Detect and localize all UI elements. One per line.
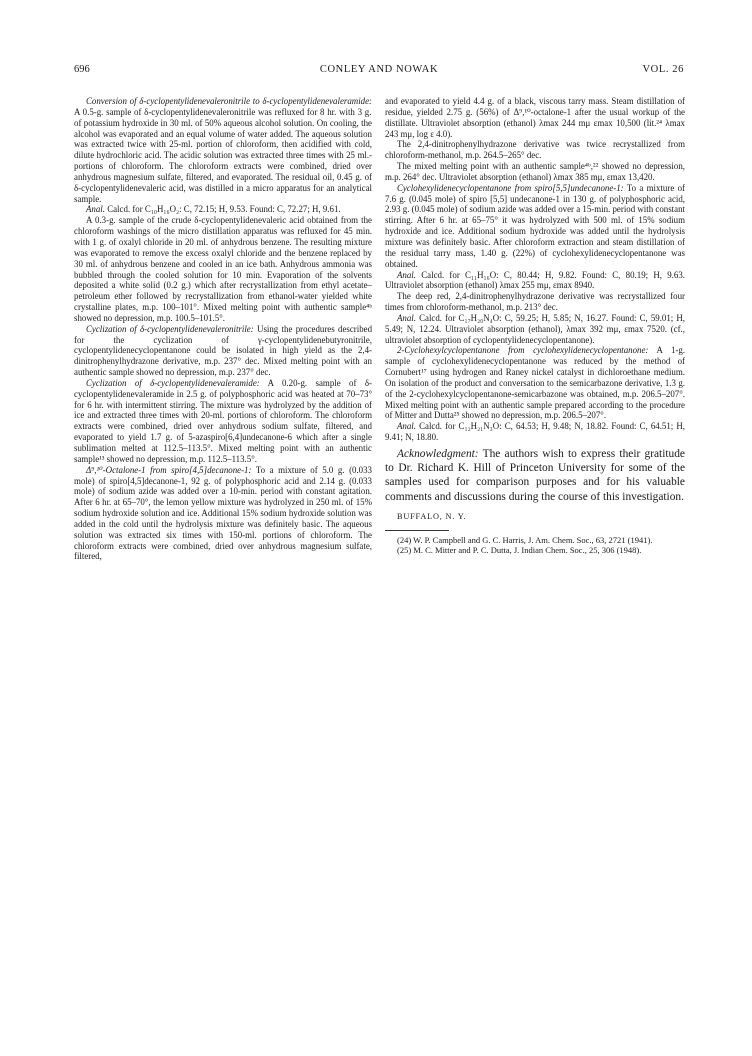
- paragraph-text: Calcd. for C₁₇H₂₀N₄O: C, 59.25; H, 5.85; N, 16.27. Found: C, 59.01; H, 5.49; N, 12.24. Ultraviolet absorption (ethanol), λmax 392 mμ, εmax 7520. (cf., ultraviolet absorption of cyclopentylidenecyclopentanone).: [385, 312, 685, 345]
- paragraph-text: Calcd. for C₁₀H₁₆O₂: C, 72.15; H, 9.53. Found: C, 72.27; H, 9.61.: [104, 204, 341, 215]
- left-column: [74, 96, 372, 562]
- footnote-divider: [385, 530, 449, 531]
- paragraph: [385, 421, 685, 443]
- acknowledgment: [385, 447, 685, 504]
- paragraph: [385, 270, 685, 292]
- paragraph-text: To a mixture of 7.6 g. (0.045 mole) of spiro [5,5] undecanone-1 in 130 g. of polyphosphoric acid, 2.93 g. (0.045 mole) of sodium azide was added over a 15-min. period with constant stirring. After 6 hr. at 65–75° it was hydrolyzed with 500 ml. of 15% sodium hydroxide and ice. Additional sodium hydroxide was added until the hydrolysis mixture was definitely basic. After chloroform extraction and steam distillation of the residual tarry mass, 1.40 g. (22%) of cyclohexylidenecyclopentanone was obtained.: [385, 182, 685, 269]
- paragraph-heading: Conversion of δ-cyclopentylidenevaleronitrile to δ-cyclopentylidenevaleramide:: [86, 96, 372, 106]
- acknowledgment-heading: Acknowledgment:: [397, 448, 479, 460]
- paragraph-text: A 0.3-g. sample of the crude δ-cyclopentylidenevaleric acid obtained from the chloroform washings of the micro distillation apparatus was refluxed for 45 min. with 1 g. of oxalyl chloride in 20 ml. of anhydrous benzene. The resulting mixture was evaporated to remove the excess oxalyl chloride and the benzene replaced by 30 ml. of anhydrous benzene and cooled in an ice bath. Anhydrous ammonia was bubbled through the cooled solution for 10 min. Evaporation of the solvents deposited a white solid (0.2 g.) which after recrystallization from ethyl acetate–petroleum ether followed by recrystallization from ethanol-water yielded white crystalline plates, m.p. 100–101°. Mixed melting point with authentic sample⁴ᵇ showed no depression, m.p. 100.5–101.5°.: [74, 215, 372, 323]
- paragraph: [385, 139, 685, 161]
- acknowledgment-text: The authors wish to express their gratitude to Dr. Richard K. Hill of Princeton University for some of the samples used for comparison purposes and for his valuable comments and discussions during the course of this investigation.: [385, 448, 685, 503]
- page-number: 696: [74, 64, 90, 75]
- paragraph-heading: Anal.: [397, 269, 416, 280]
- paragraph: [74, 324, 372, 378]
- paragraph: [74, 465, 372, 563]
- paragraph: [74, 378, 372, 465]
- paragraph: [385, 96, 685, 139]
- paragraph-text: Calcd. for C₁₁H₁₆O: C, 80.44; H, 9.82. Found: C, 80.19; H, 9.63. Ultraviolet absorption (ethanol) λmax 255 mμ, εmax 8940.: [385, 269, 685, 291]
- paragraph-text: A 0.20-g. sample of δ-cyclopentylidenevaleramide in 2.5 g. of polyphosphoric acid was heated at 70–73° for 6 hr. with intermittent stirring. The mixture was hydrolyzed by the addition of ice and extracted three times with 20-ml. portions of chloroform. The chloroform extracts were combined, dried over anhydrous sodium sulfate, filtered, and evaporated to yield 1.7 g. of 5-azaspiro[6,4]undecanone-6 which after a single sublimation melted at 112.5–113.5°. Mixed melting point with an authentic sample¹³ showed no depression, m.p. 112.5–113.5°.: [74, 377, 372, 464]
- paragraph-text: The mixed melting point with an authentic sample⁴ᵇ,²² showed no depression, m.p. 264° dec. Ultraviolet absorption (ethanol) λmax 385 mμ, εmax 13,420.: [385, 161, 685, 182]
- paragraph: [385, 345, 685, 421]
- paragraph-text: and evaporated to yield 4.4 g. of a black, viscous tarry mass. Steam distillation of residue, yielded 2.75 g. (56%) of Δ⁹,¹⁰-octalone-1 after the usual workup of the distillate. Ultraviolet absorption (ethanol) λmax 244 mμ εmax 10,500 (lit.²⁴ λmax 243 mμ, log ε 4.0).: [385, 96, 685, 139]
- paragraph-heading: Anal.: [397, 421, 416, 432]
- volume-label: VOL. 26: [642, 64, 684, 75]
- paragraph-heading: Cyclization of δ-cyclopentylidenevaleronitrile:: [86, 323, 254, 334]
- paragraph: [74, 96, 372, 204]
- paragraph-text: The 2,4-dinitrophenylhydrazone derivative was twice recrystallized from chloroform-methanol, m.p. 264.5–265° dec.: [385, 139, 685, 161]
- paragraph-text: The deep red, 2,4-dinitrophenylhydrazone derivative was recrystallized four times from chloroform-methanol, m.p. 213° dec.: [385, 291, 685, 313]
- paragraph-text: A 1-g. sample of cyclohexylidenecyclopentanone was reduced by the method of Cornubert¹⁷ using hydrogen and Raney nickel catalyst in dichloroethane medium. On isolation of the product and conversation to the semicarbazone derivative, 1.3 g. of the 2-cyclohexylcyclopentanone-semicarbazone was obtained, m.p. 206.5–207°. Mixed melting point with an authentic sample prepared according to the procedure of Mitter and Dutta²⁵ showed no depression, m.p. 206.5–207°.: [385, 345, 686, 421]
- running-title: CONLEY AND NOWAK: [319, 64, 439, 75]
- paragraph-text: Using the procedures described for the cyclization of γ-cyclopentylidenebutyronitrile, cyclopentylidenecyclopentanone could be isolated in high yield as the 2,4-dinitrophenylhydrazone derivative, m.p. 237° dec. Mixed melting point with an authentic sample showed no depression, m.p. 237° dec.: [74, 323, 373, 378]
- paragraph-heading: 2-Cyclohexylcyclopentanone from cyclohexylidenecyclopentanone:: [397, 345, 649, 356]
- paragraph: [385, 161, 685, 183]
- paragraph: [385, 183, 685, 270]
- paragraph-text: To a mixture of 5.0 g. (0.033 mole) of spiro[4,5]decanone-1, 92 g. of polyphosphoric acid and 2.14 g. (0.033 mole) of sodium azide was added over a 10-min. period with constant agitation. After 6 hr. at 65–70°, the lemon yellow mixture was hydrolyzed in 250 ml. of 15% sodium hydroxide solution and ice. Additional 15% sodium hydroxide solution was added in the cold until the hydrolysis mixture was definitely basic. The aqueous solution was extracted six times with 150-ml. portions of chloroform. The chloroform extracts were combined, dried over anhydrous magnesium sulfate, filtered,: [74, 464, 372, 562]
- paragraph-text: Calcd. for C₁₂H₂₁N₃O: C, 64.53; H, 9.48; N, 18.82. Found: C, 64.51; H, 9.41; N, 18.80.: [385, 421, 685, 443]
- paragraph-text: A 0.5-g. sample of δ-cyclopentylidenevaleronitrile was refluxed for 8 hr. with 3 g. of potassium hydroxide in 30 ml. of 50% aqueous alcohol solution. On cooling, the alcohol was evaporated and an equal volume of water added. The aqueous solution was extracted twice with 25-ml. portion of chloroform, then acidified with cold, dilute hydrochloric acid. The acidic solution was extracted three times with 25 ml.-portions of chloroform. The chloroform extracts were combined, dried over anhydrous magnesium sulfate, filtered, and evaporated. The residual oil, 0.45 g. of δ-cyclopentylidenevaleric acid, was distilled in a micro apparatus for an analytical sample.: [74, 106, 372, 204]
- right-column: [385, 96, 685, 556]
- paragraph-heading: Anal.: [397, 312, 416, 323]
- page-header: [74, 64, 684, 78]
- paragraph: [385, 291, 685, 313]
- paragraph-heading: Cyclization of δ-cyclopentylidenevaleramide:: [86, 377, 260, 388]
- paragraph-heading: Anal.: [86, 204, 105, 215]
- paragraph-heading: Cyclohexylidenecyclopentanone from spiro[5,5]undecanone-1:: [397, 182, 624, 193]
- paragraph: [74, 204, 372, 215]
- reference-item: (25) M. C. Mitter and P. C. Dutta, J. Indian Chem. Soc., 25, 306 (1948).: [397, 545, 642, 556]
- paragraph: [385, 313, 685, 346]
- paragraph-heading: Δ⁹,¹⁰-Octalone-1 from spiro[4,5]decanone-1:: [86, 464, 252, 475]
- paragraph: [74, 215, 372, 323]
- reference-item: (24) W. P. Campbell and G. C. Harris, J. Am. Chem. Soc., 63, 2721 (1941).: [397, 534, 653, 545]
- author-location: BUFFALO, N. Y.: [397, 511, 467, 521]
